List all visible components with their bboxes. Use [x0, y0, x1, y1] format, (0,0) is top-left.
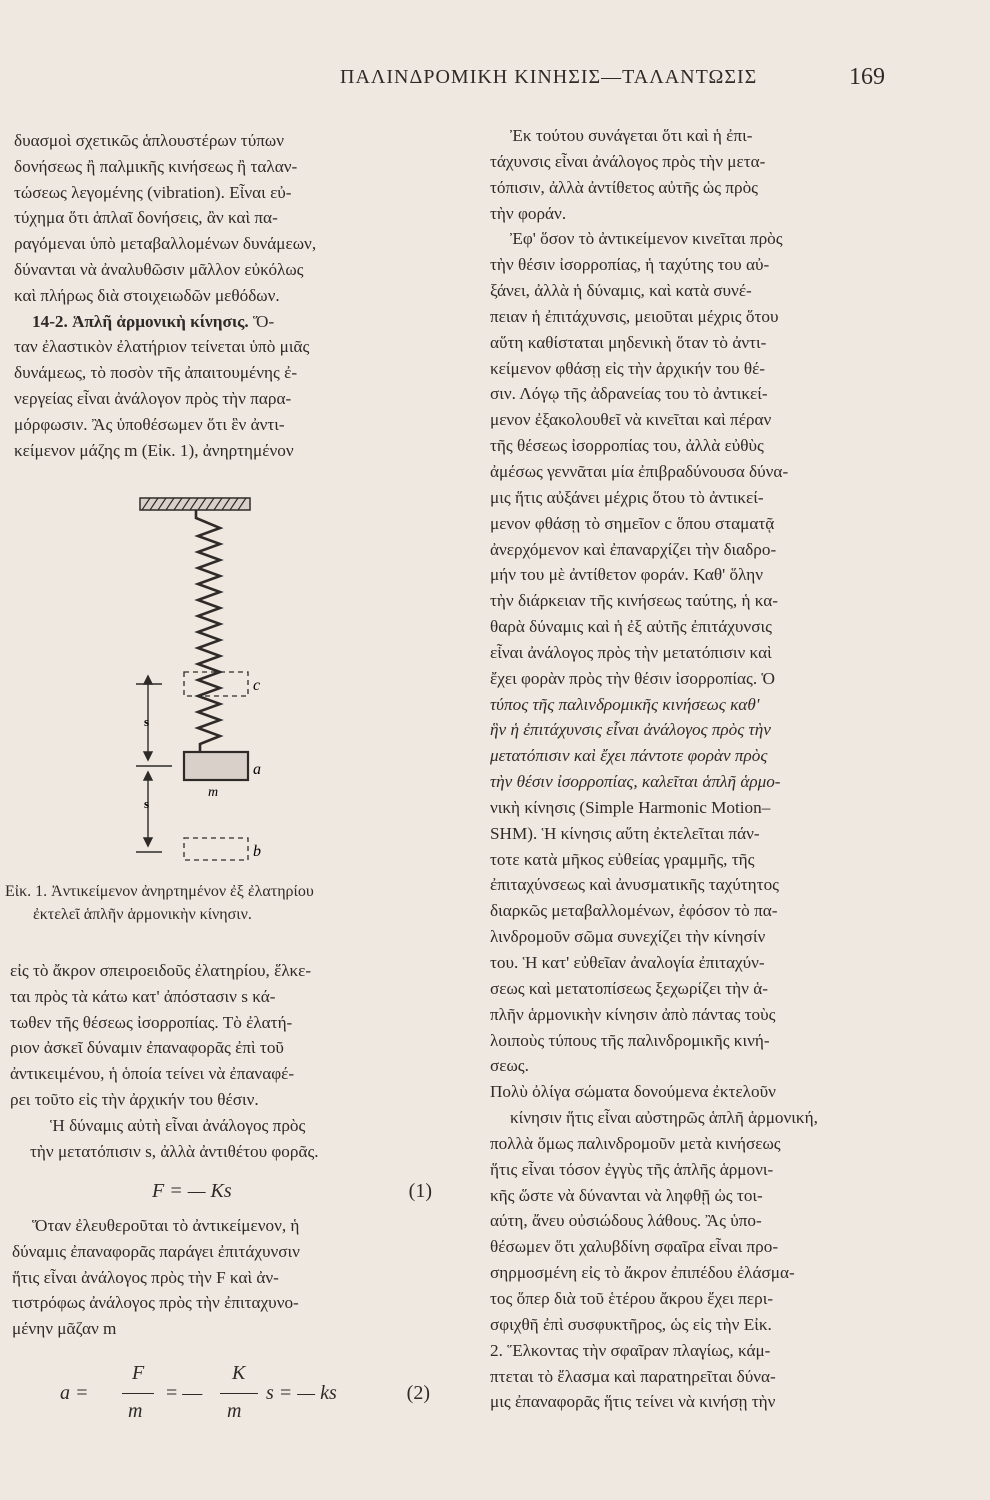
- text-line: νικὴ κίνησις (Simple Harmonic Motion–: [490, 797, 771, 817]
- section-heading: 14-2. Ἁπλῆ ἁρμονικὴ κίνησις.: [32, 311, 249, 331]
- text-line: τωθεν τῆς θέσεως ἰσορροπίας. Τὸ ἐλατή-: [10, 1012, 293, 1032]
- text-line: σιν. Λόγῳ τῆς ἀδρανείας του τὸ ἀντικεί-: [490, 384, 768, 404]
- left-column-bottom-2: [12, 1213, 437, 1342]
- header-title: ΠΑΛΙΝΔΡΟΜΙΚΗ ΚΙΝΗΣΙΣ—ΤΑΛΑΝΤΩΣΙΣ: [340, 66, 758, 88]
- text-fragment: Ὅ-: [253, 311, 275, 331]
- text-line: τοτε κατὰ μῆκος εὐθείας γραμμῆς, τῆς: [490, 849, 755, 869]
- label-s-lower: s: [144, 796, 150, 811]
- text-line: τύχημα ὅτι ἁπλαῖ δονήσεις, ἂν καὶ πα-: [14, 208, 278, 228]
- text-line: τὴν θέσιν ἰσορροπίας, καλεῖται ἁπλῆ ἁρμο-: [490, 772, 781, 792]
- text-line: ται πρὸς τὰ κάτω κατ' ἀπόστασιν s κά-: [10, 986, 276, 1006]
- text-line: ἣν ἡ ἐπιτάχυνσις εἶναι ἀνάλογος πρὸς τὴν: [490, 720, 771, 740]
- text-line: τιστρόφως ἀνάλογος πρὸς τὴν ἐπιταχυνο-: [12, 1293, 299, 1313]
- text-line: πτεται τὸ ἔλασμα καὶ παρατηρεῖται δύνα-: [490, 1366, 776, 1386]
- page-number: 169: [849, 64, 885, 90]
- text-line: ραγόμεναι ὑπὸ μεταβαλλομένων δυνάμεων,: [14, 234, 317, 254]
- left-column-bottom: [10, 958, 435, 1164]
- dimension-lines: [136, 676, 172, 852]
- text-line: μετατόπισιν καὶ ἔχει πάντοτε φορὰν πρὸς: [490, 746, 768, 766]
- text-line: ἀμέσως γεννᾶται μία ἐπιβραδύνουσα δύνα-: [490, 461, 789, 481]
- text-line: τος ὅπερ διὰ τοῦ ἑτέρου ἄκρου ἔχει περι-: [490, 1288, 774, 1308]
- text-line: τὴν διάρκειαν τῆς κινήσεως ταύτης, ἡ κα-: [490, 591, 779, 611]
- position-b-box: [184, 838, 248, 860]
- text-line: κῆς ὥστε νὰ δύνανται νὰ ληφθῇ ὡς τοι-: [490, 1185, 763, 1205]
- text-line: ἐπιταχύνσεως καὶ ἀνυσματικῆς ταχύτητος: [490, 875, 779, 895]
- text-line: τάχυνσις εἶναι ἀνάλογος πρὸς τὴν μετα-: [490, 151, 766, 171]
- text-line: ἀνερχόμενον καὶ ἐπαναρχίζει τὴν διαδρο-: [490, 539, 777, 559]
- text-line: δονήσεως ἢ παλμικῆς κινήσεως ἢ ταλαν-: [14, 156, 298, 176]
- text-line: μενον φθάσῃ τὸ σημεῖον c ὅπου σταματᾷ: [490, 513, 775, 533]
- text-line: Ἐφ' ὅσον τὸ ἀντικείμενον κινεῖται πρὸς: [510, 229, 783, 249]
- text-line: μόρφωσιν. Ἂς ὑποθέσωμεν ὅτι ἓν ἀντι-: [14, 414, 285, 434]
- mass-block: [184, 752, 248, 780]
- label-b: b: [253, 843, 261, 860]
- text-line: ἀντικειμένου, ἡ ὁποία τείνει νὰ ἐπαναφέ-: [10, 1064, 295, 1084]
- text-line: κείμενον φθάσῃ εἰς τὴν ἀρχικήν του θέ-: [490, 358, 766, 378]
- text-line: τώσεως λεγομένης (vibration). Εἶναι εὐ-: [14, 182, 292, 202]
- text-line: δυνάμεως, τὸ ποσὸν τῆς ἀπαιτουμένης ἐ-: [14, 363, 298, 383]
- text-line: τῆς θέσεως ἰσορροπίας του, ἀλλὰ εὐθὺς: [490, 436, 764, 456]
- eq2-frac1-bar: [122, 1393, 154, 1394]
- text-line: του. Ἡ κατ' εὐθεῖαν ἀναλογία ἐπιταχύν-: [490, 953, 765, 972]
- text-line: εἶναι ἀνάλογος πρὸς τὴν μετατόπισιν καὶ: [490, 642, 772, 662]
- text-line: πλῆν ἁρμονικὴν κίνησιν ἀπὸ πάντας τοὺς: [490, 1004, 776, 1024]
- eq2-frac2-num: K: [232, 1362, 246, 1384]
- label-a: a: [253, 761, 261, 778]
- spring-coil: [196, 510, 220, 752]
- equation-2: [60, 1362, 430, 1432]
- text-line: τὴν μετατόπισιν s, ἀλλὰ ἀντιθέτου φορᾶς.: [30, 1141, 319, 1161]
- figure-caption: [5, 880, 435, 926]
- right-column: [490, 123, 890, 1415]
- text-line: Ὅταν ἐλευθεροῦται τὸ ἀντικείμενον, ἡ: [32, 1216, 300, 1235]
- text-line: τὴν θέσιν ἰσορροπίας, ἡ ταχύτης του αὐ-: [490, 255, 770, 275]
- text-line: τύπος τῆς παλινδρομικῆς κινήσεως καθ': [490, 694, 760, 714]
- text-line: δύναμις ἐπαναφορᾶς παράγει ἐπιτάχυνσιν: [12, 1241, 300, 1261]
- equation-1-body: F = — Ks: [152, 1180, 232, 1202]
- spring-figure: [110, 490, 430, 870]
- caption-line: Εἰκ. 1. Ἀντικείμενον ἀνηρτημένον ἐξ ἐλατηρίου: [5, 883, 314, 900]
- left-column-top: [14, 128, 439, 463]
- section-first-line: [14, 309, 439, 335]
- text-line: σηρμοσμένη εἰς τὸ ἄκρον ἐπιπέδου ἐλάσμα-: [490, 1263, 795, 1283]
- eq2-lhs: a =: [60, 1382, 89, 1404]
- text-line: νεργείας εἶναι ἀνάλογον πρὸς τὴν παρα-: [14, 388, 292, 408]
- eq2-frac1-num: F: [132, 1362, 145, 1384]
- text-line: ρει τοῦτο εἰς τὴν ἀρχικήν του θέσιν.: [10, 1089, 259, 1109]
- eq2-frac2-bar: [220, 1393, 258, 1394]
- text-line: κίνησιν ἥτις εἶναι αὐστηρῶς ἁπλῆ ἁρμονική,: [510, 1108, 818, 1128]
- text-line: σφιχθῆ ἐπὶ συσφυκτῆρος, ὡς εἰς τὴν Εἰκ.: [490, 1314, 772, 1334]
- text-line: σεως.: [490, 1056, 529, 1076]
- eq2-number: (2): [406, 1382, 430, 1404]
- text-line: 2. Ἕλκοντας τὴν σφαῖραν πλαγίως, κάμ-: [490, 1340, 771, 1360]
- text-line: ἥτις εἶναι τόσον ἐγγὺς τῆς ἁπλῆς ἁρμονι-: [490, 1159, 774, 1179]
- text-line: λοιποὺς τύπους τῆς παλινδρομικῆς κινή-: [490, 1030, 770, 1050]
- position-c-box: [184, 672, 248, 696]
- text-line: μις ἐπαναφορᾶς ἥτις τείνει νὰ κινήσῃ τὴν: [490, 1392, 776, 1412]
- text-line: μένην μᾶζαν m: [12, 1319, 117, 1339]
- text-line: καὶ πλήρως διὰ στοιχειωδῶν μεθόδων.: [14, 285, 280, 305]
- running-header: [340, 66, 885, 96]
- text-line: Ἐκ τούτου συνάγεται ὅτι καὶ ἡ ἐπι-: [510, 126, 753, 145]
- text-line: μήν του μὲ ἀντίθετον φοράν. Καθ' ὅλην: [490, 565, 764, 585]
- text-line: πειαν ἡ ἐπιτάχυνσις, μειοῦται μέχρις ὅτου: [490, 306, 779, 326]
- equation-1-number: (1): [408, 1180, 432, 1202]
- label-m: m: [208, 785, 219, 800]
- label-c: c: [253, 677, 261, 694]
- text-line: μενον ἐξακολουθεῖ νὰ κινεῖται καὶ πέραν: [490, 410, 772, 430]
- text-line: τόπισιν, ἀλλὰ ἀντίθετος αὐτῆς ὡς πρὸς: [490, 177, 758, 197]
- eq2-frac2-den: m: [227, 1400, 242, 1422]
- text-line: διαρκῶς μεταβαλλομένων, ἐφόσον τὸ πα-: [490, 901, 778, 921]
- text-line: σεως καὶ μετατοπίσεως ξεχωρίζει τὴν ἁ-: [490, 978, 768, 998]
- label-s-upper: s: [144, 714, 150, 729]
- text-line: ριον ἀσκεῖ δύναμιν ἐπαναφορᾶς ἐπὶ τοῦ: [10, 1038, 284, 1058]
- text-line: θαρὰ δύναμις καὶ ἡ ἐξ αὐτῆς ἐπιτάχυνσις: [490, 617, 772, 637]
- text-line: μις ἥτις αὐξάνει μέχρις ὅτου τὸ ἀντικεί-: [490, 487, 764, 507]
- text-line: δύνανται νὰ ἀναλυθῶσιν μᾶλλον εὐκόλως: [14, 259, 304, 279]
- text-line: Ἡ δύναμις αὐτὴ εἶναι ἀνάλογος πρὸς: [50, 1115, 306, 1135]
- text-line: λινδρομοῦν σῶμα συνεχίζει τὴν κίνησίν: [490, 927, 766, 947]
- text-line: SHM). Ἡ κίνησις αὕτη ἐκτελεῖται πάν-: [490, 823, 760, 843]
- text-line: πολλὰ ὅμως παλινδρομοῦν μετὰ κινήσεως: [490, 1133, 781, 1153]
- text-line: ἥτις εἶναι ἀνάλογος πρὸς τὴν F καὶ ἀν-: [12, 1267, 279, 1287]
- ceiling-support: [140, 498, 250, 510]
- eq2-mid: = —: [166, 1382, 203, 1404]
- caption-line: ἐκτελεῖ ἁπλῆν ἁρμονικὴν κίνησιν.: [33, 906, 252, 923]
- eq2-frac1-den: m: [128, 1400, 143, 1422]
- text-line: ξάνει, ἀλλὰ ἡ δύναμις, καὶ κατὰ συνέ-: [490, 281, 752, 301]
- text-line: θέσωμεν ὅτι χαλυβδίνη σφαῖρα εἶναι προ-: [490, 1237, 779, 1257]
- text-line: αὕτη καθίσταται μηδενικὴ ὅταν τὸ ἀντι-: [490, 332, 767, 352]
- text-line: εἰς τὸ ἄκρον σπειροειδοῦς ἐλατηρίου, ἕλκε-: [10, 961, 312, 980]
- eq2-rhs: s = — ks: [266, 1382, 337, 1404]
- text-line: Πολὺ ὀλίγα σώματα δονούμενα ἐκτελοῦν: [490, 1082, 776, 1102]
- text-line: αύτη, ἄνευ οὐσιώδους λάθους. Ἂς ὑπο-: [490, 1211, 762, 1231]
- text-line: ἔχει φορὰν πρὸς τὴν θέσιν ἰσορροπίας. Ὁ: [490, 668, 776, 688]
- text-line: κείμενον μάζης m (Εἰκ. 1), ἀνηρτημένον: [14, 440, 294, 460]
- equation-1: [152, 1180, 432, 1203]
- text-line: δυασμοὶ σχετικῶς ἁπλουστέρων τύπων: [14, 131, 284, 150]
- text-line: τὴν φοράν.: [490, 203, 567, 223]
- text-line: ταν ἐλαστικὸν ἐλατήριον τείνεται ὑπὸ μιᾶς: [14, 337, 310, 357]
